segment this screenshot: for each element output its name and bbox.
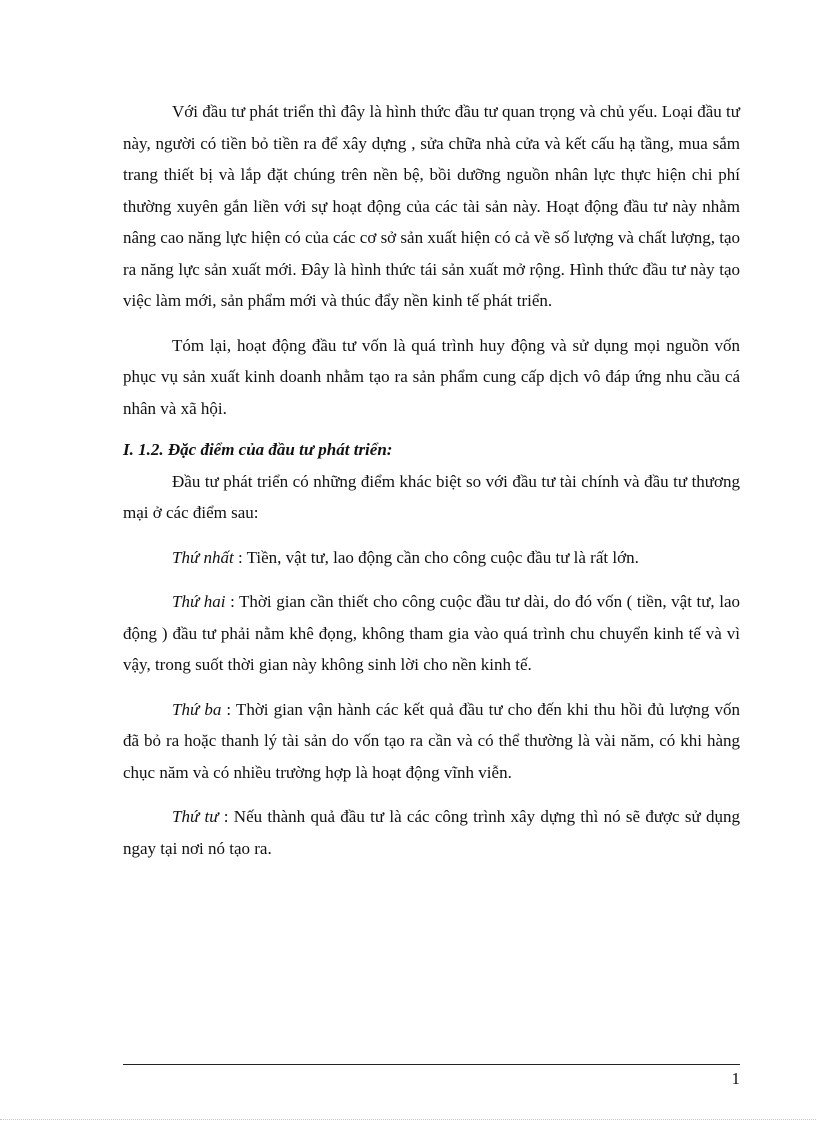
point-third-text: : Thời gian vận hành các kết quả đầu tư cho đến khi thu hồi đủ lượng vốn đã bỏ ra hoặc thanh lý tài sản do vốn tạo ra cần và có thể thường là vài năm, có khi hàng chục năm và có nhiều trường hợp là hoạt động vĩnh viễn. [123, 699, 740, 782]
point-second-lead: Thứ hai [172, 592, 226, 611]
point-fourth-text: : Nếu thành quả đầu tư là các công trình xây dựng thì nó sẽ được sử dụng ngay tại nơi nó tạo ra. [123, 807, 740, 858]
point-second [123, 586, 740, 681]
point-second-text: : Thời gian cần thiết cho công cuộc đầu tư dài, do đó vốn ( tiền, vật tư, lao động ) đầu tư phải nằm khê đọng, không tham gia vào quá trình chu chuyển kinh tế và vì vậy, trong suốt thời gian này không sinh lời cho nền kinh tế. [123, 592, 740, 674]
paragraph-investment-development: Với đầu tư phát triển thì đây là hình thức đầu tư quan trọng và chủ yếu. Loại đầu tư này, người có tiền bỏ tiền ra để xây dựng , sửa chữa nhà cửa và kết cấu hạ tầng, mua sắm trang thiết bị và lắp đặt chúng trên nền bệ, bồi dưỡng nguồn nhân lực thực hiện chi phí thường xuyên gắn liền với sự hoạt động của các tài sản này. Hoạt động đầu tư này nhằm nâng cao năng lực hiện có của các cơ sở sản xuất hiện có cả về số lượng và chất lượng, tạo ra năng lực sản xuất mới. Đây là hình thức tái sản xuất mở rộng. Hình thức đầu tư này tạo việc làm mới, sản phẩm mới và thúc đẩy nền kinh tế phát triển. [123, 102, 740, 310]
page-bottom-edge [0, 1119, 816, 1120]
footer-divider [123, 1064, 740, 1065]
point-first-text: : Tiền, vật tư, lao động cần cho công cuộc đầu tư là rất lớn. [233, 547, 639, 567]
paragraph-summary: Tóm lại, hoạt động đầu tư vốn là quá trình huy động và sử dụng mọi nguồn vốn phục vụ sản xuất kinh doanh nhằm tạo ra sản phẩm cung cấp dịch vô đáp ứng nhu cầu cá nhân và xã hội. [123, 335, 740, 418]
document-body [123, 96, 740, 864]
point-first-lead: Thứ nhất [172, 547, 234, 567]
point-third [123, 694, 740, 789]
point-fourth [123, 801, 740, 864]
point-first [123, 542, 740, 574]
point-fourth-lead: Thứ tư [172, 807, 219, 826]
point-third-lead: Thứ ba [172, 699, 222, 719]
page-number: 1 [731, 1069, 740, 1088]
paragraph-intro: Đầu tư phát triển có những điểm khác biệt so với đầu tư tài chính và đầu tư thương mại ở các điểm sau: [123, 471, 740, 522]
section-heading: I. 1.2. Đặc điểm của đầu tư phát triển: [123, 440, 393, 459]
